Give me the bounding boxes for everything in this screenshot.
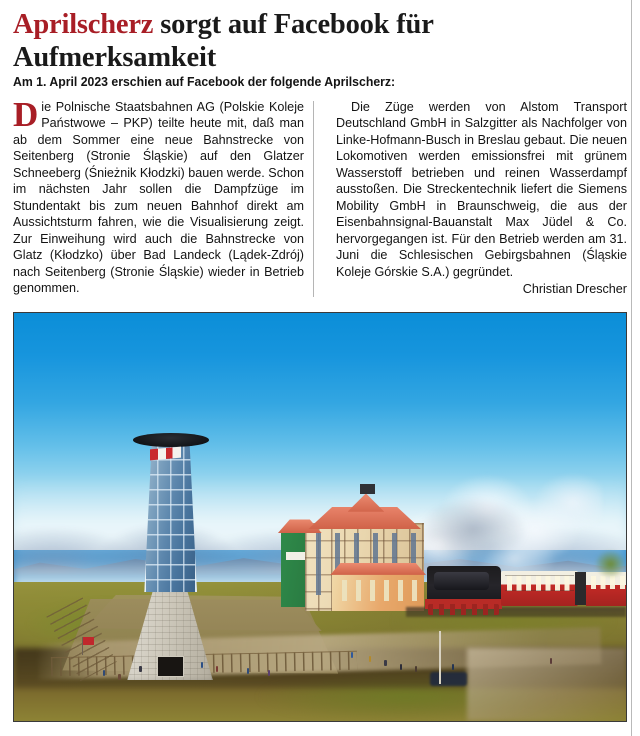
headline-accent-word: Aprilscherz	[13, 9, 154, 40]
drop-cap: D	[13, 95, 39, 134]
article-photo	[13, 312, 627, 722]
photo-mast	[439, 631, 440, 684]
photo-visitor	[139, 666, 142, 672]
photo-visitor	[452, 664, 455, 670]
headline-rest: sorgt auf Facebook für Aufmerksamkeit	[13, 9, 434, 73]
photo-parked-vehicle	[430, 672, 467, 686]
article-column-right-text: Die Züge werden von Alstom Transport Deutschland GmbH in Salzgitter als Nachfolger von Linke-Hofmann-Busch in Breslau gebaut. Die neuen Lokomotiven werden emissionsfrei mit grünem Wasserstoff betrieben und reinen Wasserdampf ausstoßen. Die Streckentechnik liefert die Siemens Mobility GmbH in Braunschweig, die aus der Eisenbahnsignal-Bauanstalt Max Jüdel & Co. hervorgegangen ist. Für den Betrieb werden am 31. Juni die Schlesischen Gebirgsbahnen (Śląskie Koleje Górskie S.A.) gegründet.	[336, 100, 627, 279]
article-body	[13, 95, 627, 299]
photo-tower-observation-deck	[133, 433, 209, 447]
photo-locomotive-wheels	[428, 604, 499, 615]
article-kicker: Am 1. April 2023 erschien auf Facebook der folgende Aprilscherz:	[13, 74, 396, 89]
page-right-rule	[631, 0, 632, 736]
page-title	[13, 8, 613, 74]
photo-visitor	[400, 664, 403, 670]
photo-tower-entrance	[157, 656, 184, 677]
photo-visitor	[384, 660, 387, 666]
photo-visitor	[247, 668, 250, 674]
photo-visitor	[351, 652, 354, 658]
article-column-left-text: ie Polnische Staatsbahnen AG (Polskie Koleje Państwowe – PKP) teilte heute mit, daß man ab dem Sommer eine neue Bahnstrecke von Seitenberg (Stronie Śląskie) auf den Glatzer Schneeberg (Śnieżnik Kłodzki) bauen werde. Schon im nächsten Jahr sollen die Dampfzüge im Stundentakt bis zum neuen Bahnhof direkt am Aussichtsturm fahren, wie die Visualisierung zeigt. Zur Einweihung wird auch die Bahnstrecke von Glatz (Kłodzko) über Bad Landeck (Lądek-Zdrój) nach Seitenberg (Stronie Śląskie) wieder in Betrieb genommen.	[13, 100, 304, 295]
photo-small-flag	[83, 637, 95, 645]
article-column-right	[336, 99, 627, 297]
photo-tower-ribs	[144, 444, 197, 593]
photo-path-right	[467, 648, 626, 721]
photo-steam-shadow	[418, 497, 528, 562]
photo-visitor	[201, 662, 204, 668]
column-divider	[313, 101, 314, 297]
photo-tree	[595, 550, 626, 579]
photo-station-annex-windows	[338, 580, 418, 600]
photo-visitor	[550, 658, 553, 664]
article-column-left	[13, 95, 304, 296]
photo-visitor	[103, 670, 106, 676]
article-byline: Christian Drescher	[522, 281, 627, 296]
photo-visitor	[118, 674, 121, 680]
photo-visitor	[415, 666, 418, 672]
photo-station-annex-roof	[326, 563, 430, 575]
photo-station-chimney	[360, 484, 375, 495]
photo-locomotive-boiler	[434, 572, 489, 591]
photo-passenger-car-1-windows	[505, 575, 574, 591]
